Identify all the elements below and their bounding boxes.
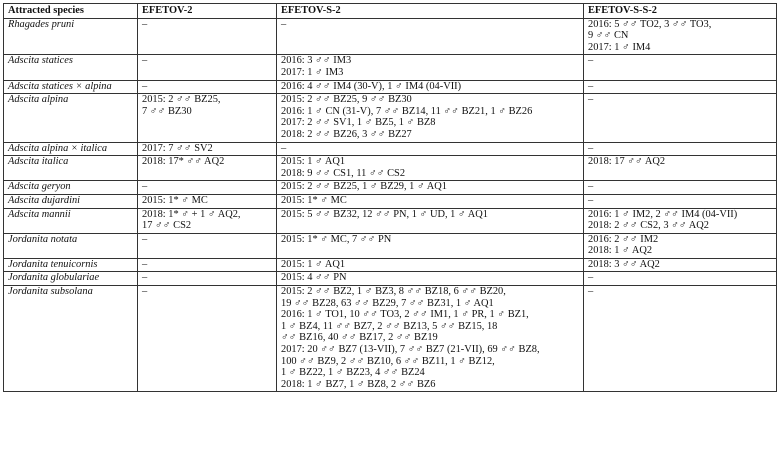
record-line: 2015: 2 ♂♂ BZ25, 9 ♂♂ BZ30 <box>281 94 412 106</box>
cell-species: Jordanita globulariae <box>4 272 138 286</box>
cell-efetov-2 <box>138 156 277 181</box>
record-line: 2018: 3 ♂♂ AQ2 <box>588 258 660 270</box>
table-row <box>4 181 777 195</box>
cell-species: Adscita alpina <box>4 94 138 142</box>
cell-species: Adscita geryon <box>4 181 138 195</box>
record-line: 2016: 1 ♂ IM2, 2 ♂♂ IM4 (04-VII) <box>588 208 738 220</box>
record-line: 19 ♂♂ BZ28, 63 ♂♂ BZ29, 7 ♂♂ BZ31, 1 ♂ AQ1 <box>281 297 494 309</box>
cell-efetov-s-s-2 <box>584 208 777 233</box>
cell-species: Jordanita tenuicornis <box>4 258 138 272</box>
cell-efetov-s-2 <box>277 208 584 233</box>
cell-efetov-s-s-2 <box>584 233 777 258</box>
record-line: 2016: 4 ♂♂ IM4 (30-V), 1 ♂ IM4 (04-VII) <box>281 80 462 92</box>
cell-efetov-2 <box>138 286 277 392</box>
record-line: 2015: 5 ♂♂ BZ32, 12 ♂♂ PN, 1 ♂ UD, 1 ♂ AQ1 <box>281 208 488 220</box>
table-row <box>4 55 777 80</box>
record-line: 2015: 2 ♂♂ BZ25, 1 ♂ BZ29, 1 ♂ AQ1 <box>281 181 447 193</box>
cell-efetov-2 <box>138 233 277 258</box>
cell-efetov-s-2 <box>277 18 584 55</box>
cell-efetov-2 <box>138 181 277 195</box>
record-line: – <box>142 272 148 284</box>
cell-efetov-s-s-2 <box>584 272 777 286</box>
record-line: 2015: 1 ♂ AQ1 <box>281 156 346 168</box>
cell-species: Jordanita subsolana <box>4 286 138 392</box>
cell-efetov-s-s-2 <box>584 18 777 55</box>
record-line: 7 ♂♂ BZ30 <box>142 105 192 117</box>
cell-species: Rhagades pruni <box>4 18 138 55</box>
record-line: 2017: 1 ♂ IM4 <box>588 41 651 53</box>
cell-species: Adscita alpina × italica <box>4 142 138 156</box>
cell-efetov-s-2 <box>277 142 584 156</box>
record-line: 2016: 1 ♂ TO1, 10 ♂♂ TO3, 2 ♂♂ IM1, 1 ♂ PR, 1 ♂ BZ1, <box>281 309 529 321</box>
header-efetov-s-s-2: EFETOV-S-S-2 <box>584 4 777 19</box>
table-container <box>3 3 776 392</box>
record-line: – <box>588 142 594 154</box>
record-line: – <box>142 18 148 30</box>
cell-efetov-2 <box>138 80 277 94</box>
cell-efetov-s-s-2 <box>584 94 777 142</box>
record-line: 2016: 3 ♂♂ IM3 <box>281 55 352 67</box>
cell-efetov-s-2 <box>277 272 584 286</box>
record-line: 2018: 1 ♂ BZ7, 1 ♂ BZ8, 2 ♂♂ BZ6 <box>281 378 436 390</box>
attracted-species-table <box>3 3 777 392</box>
cell-efetov-2 <box>138 208 277 233</box>
record-line: 2015: 1 ♂ AQ1 <box>281 258 346 270</box>
cell-efetov-s-2 <box>277 233 584 258</box>
cell-efetov-s-s-2 <box>584 55 777 80</box>
record-line: – <box>588 194 594 206</box>
record-line: 2015: 1* ♂ MC <box>142 194 208 206</box>
cell-efetov-s-s-2 <box>584 194 777 208</box>
header-efetov-2: EFETOV-2 <box>138 4 277 19</box>
record-line: 2016: 5 ♂♂ TO2, 3 ♂♂ TO3, <box>588 18 712 30</box>
record-line: 2018: 2 ♂♂ BZ26, 3 ♂♂ BZ27 <box>281 128 412 140</box>
record-line: 2018: 17* ♂♂ AQ2 <box>142 156 225 168</box>
cell-efetov-2 <box>138 142 277 156</box>
cell-efetov-s-s-2 <box>584 142 777 156</box>
table-row <box>4 94 777 142</box>
table-row <box>4 142 777 156</box>
cell-efetov-2 <box>138 94 277 142</box>
record-line: 2016: 1 ♂ CN (31-V), 7 ♂♂ BZ14, 11 ♂♂ BZ21, 1 ♂ BZ26 <box>281 105 533 117</box>
table-row <box>4 18 777 55</box>
table-row <box>4 258 777 272</box>
record-line: – <box>142 55 148 67</box>
record-line: – <box>588 272 594 284</box>
cell-efetov-s-2 <box>277 286 584 392</box>
record-line: 2018: 2 ♂♂ CS2, 3 ♂♂ AQ2 <box>588 220 709 232</box>
table-row <box>4 286 777 392</box>
record-line: – <box>588 94 594 106</box>
record-line: – <box>281 142 287 154</box>
table-row <box>4 80 777 94</box>
record-line: 2018: 1 ♂ AQ2 <box>588 245 653 257</box>
cell-species: Jordanita notata <box>4 233 138 258</box>
record-line: 2017: 2 ♂♂ SV1, 1 ♂ BZ5, 1 ♂ BZ8 <box>281 117 436 129</box>
record-line: 2015: 2 ♂♂ BZ25, <box>142 94 221 106</box>
table-row <box>4 208 777 233</box>
record-line: 2018: 9 ♂♂ CS1, 11 ♂♂ CS2 <box>281 167 406 179</box>
record-line: – <box>142 233 148 245</box>
record-line: 2017: 20 ♂♂ BZ7 (13-VII), 7 ♂♂ BZ7 (21-VII), 69 ♂♂ BZ8, <box>281 344 540 356</box>
cell-efetov-2 <box>138 55 277 80</box>
record-line: – <box>142 80 148 92</box>
record-line: 1 ♂ BZ22, 1 ♂ BZ23, 4 ♂♂ BZ24 <box>281 367 425 379</box>
cell-efetov-s-s-2 <box>584 258 777 272</box>
cell-efetov-s-2 <box>277 194 584 208</box>
record-line: 100 ♂♂ BZ9, 2 ♂♂ BZ10, 6 ♂♂ BZ11, 1 ♂ BZ12, <box>281 355 495 367</box>
cell-efetov-s-2 <box>277 181 584 195</box>
cell-efetov-s-2 <box>277 80 584 94</box>
cell-efetov-s-2 <box>277 258 584 272</box>
record-line: 2018: 17 ♂♂ AQ2 <box>588 156 666 168</box>
cell-efetov-2 <box>138 18 277 55</box>
table-body <box>4 18 777 392</box>
record-line: – <box>281 18 287 30</box>
cell-species: Adscita italica <box>4 156 138 181</box>
cell-efetov-s-s-2 <box>584 181 777 195</box>
table-row <box>4 194 777 208</box>
record-line: – <box>142 258 148 270</box>
record-line: – <box>588 181 594 193</box>
record-line: 2015: 2 ♂♂ BZ2, 1 ♂ BZ3, 8 ♂♂ BZ18, 6 ♂♂ BZ20, <box>281 286 506 298</box>
record-line: 2015: 4 ♂♂ PN <box>281 272 347 284</box>
record-line: – <box>588 80 594 92</box>
table-row <box>4 272 777 286</box>
record-line: – <box>142 286 148 298</box>
cell-efetov-2 <box>138 258 277 272</box>
record-line: 2017: 1 ♂ IM3 <box>281 66 344 78</box>
cell-species: Adscita mannii <box>4 208 138 233</box>
record-line: ♂♂ BZ16, 40 ♂♂ BZ17, 2 ♂♂ BZ19 <box>281 332 438 344</box>
header-species: Attracted species <box>4 4 138 19</box>
cell-efetov-s-2 <box>277 94 584 142</box>
record-line: 2018: 1* ♂ + 1 ♂ AQ2, <box>142 208 241 220</box>
record-line: – <box>142 181 148 193</box>
table-row <box>4 156 777 181</box>
record-line: 17 ♂♂ CS2 <box>142 220 192 232</box>
cell-efetov-s-s-2 <box>584 286 777 392</box>
record-line: 2016: 2 ♂♂ IM2 <box>588 233 659 245</box>
cell-efetov-s-2 <box>277 156 584 181</box>
cell-efetov-s-2 <box>277 55 584 80</box>
record-line: 2017: 7 ♂♂ SV2 <box>142 142 213 154</box>
cell-efetov-2 <box>138 194 277 208</box>
header-row <box>4 4 777 19</box>
record-line: 9 ♂♂ CN <box>588 30 629 42</box>
record-line: 1 ♂ BZ4, 11 ♂♂ BZ7, 2 ♂♂ BZ13, 5 ♂♂ BZ15, 18 <box>281 320 498 332</box>
record-line: 2015: 1* ♂ MC, 7 ♂♂ PN <box>281 233 392 245</box>
cell-efetov-2 <box>138 272 277 286</box>
record-line: – <box>588 55 594 67</box>
cell-species: Adscita statices <box>4 55 138 80</box>
table-row <box>4 233 777 258</box>
header-efetov-s-2: EFETOV-S-2 <box>277 4 584 19</box>
cell-species: Adscita dujardini <box>4 194 138 208</box>
cell-efetov-s-s-2 <box>584 156 777 181</box>
record-line: 2015: 1* ♂ MC <box>281 194 347 206</box>
cell-species: Adscita statices × alpina <box>4 80 138 94</box>
record-line: – <box>588 286 594 298</box>
cell-efetov-s-s-2 <box>584 80 777 94</box>
